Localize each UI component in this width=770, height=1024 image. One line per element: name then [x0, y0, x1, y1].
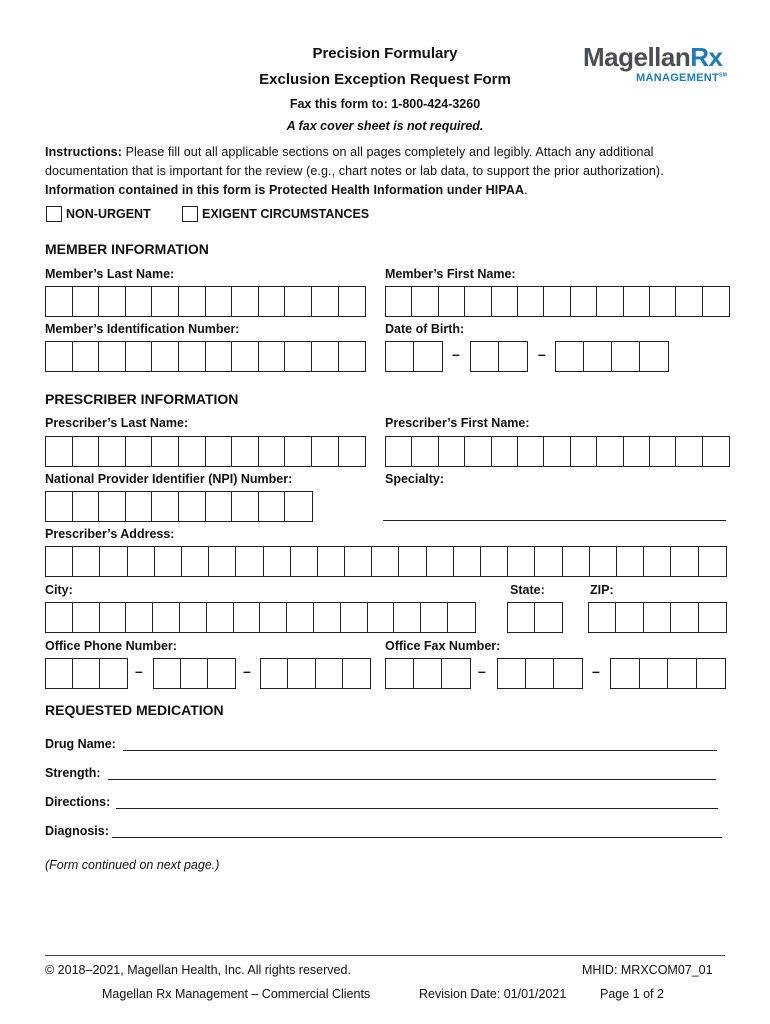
logo-sub-text: MANAGEMENT	[636, 72, 720, 84]
char-box[interactable]	[285, 437, 312, 466]
char-box[interactable]	[99, 287, 126, 316]
office-phone-label: Office Phone Number:	[45, 639, 177, 653]
char-box[interactable]	[154, 659, 181, 688]
char-box[interactable]	[206, 342, 233, 371]
char-box[interactable]	[650, 437, 676, 466]
char-box[interactable]	[414, 342, 442, 371]
npi-input[interactable]	[45, 491, 313, 522]
char-box[interactable]	[616, 603, 643, 632]
char-box[interactable]	[232, 342, 259, 371]
char-box[interactable]	[312, 342, 339, 371]
char-box[interactable]	[617, 547, 644, 576]
char-box[interactable]	[285, 492, 312, 521]
diagnosis-input[interactable]	[112, 837, 722, 838]
instructions-body: Please fill out all applicable sections on all pages completely and legibly. Attach any additional documentation that is important for the review (e.g., chart notes or lab data, to support the prior authorization).	[45, 145, 664, 178]
char-box[interactable]	[264, 547, 291, 576]
directions-label: Directions:	[45, 795, 111, 809]
char-box[interactable]	[341, 603, 368, 632]
char-box[interactable]	[234, 603, 261, 632]
logo-sm-mark: SM	[719, 72, 728, 79]
char-box[interactable]	[285, 287, 312, 316]
dob-year-input[interactable]	[555, 341, 669, 372]
specialty-label: Specialty:	[385, 472, 445, 486]
char-box[interactable]	[421, 603, 448, 632]
phone-prefix-input[interactable]	[153, 658, 236, 689]
char-box[interactable]	[481, 547, 508, 576]
char-box[interactable]	[46, 342, 73, 371]
char-box[interactable]	[386, 342, 414, 371]
footer-page-number: Page 1 of 2	[600, 987, 664, 1001]
footer-divider	[45, 955, 725, 956]
char-box[interactable]	[518, 437, 544, 466]
char-box[interactable]	[46, 492, 73, 521]
member-info-heading: MEMBER INFORMATION	[45, 241, 209, 257]
char-box[interactable]	[126, 287, 153, 316]
char-box[interactable]	[442, 659, 470, 688]
char-box[interactable]	[498, 659, 526, 688]
form-continued-note: (Form continued on next page.)	[45, 858, 220, 872]
char-box[interactable]	[611, 659, 640, 688]
char-box[interactable]	[448, 603, 475, 632]
char-box[interactable]	[152, 492, 179, 521]
char-box[interactable]	[412, 287, 438, 316]
char-box[interactable]	[206, 492, 233, 521]
char-box[interactable]	[386, 659, 414, 688]
phone-area-input[interactable]	[45, 658, 128, 689]
char-box[interactable]	[179, 492, 206, 521]
char-box[interactable]	[236, 547, 263, 576]
char-box[interactable]	[571, 287, 597, 316]
char-box[interactable]	[703, 287, 729, 316]
char-box[interactable]	[508, 547, 535, 576]
char-box[interactable]	[46, 287, 73, 316]
form-title-line1: Precision Formulary	[312, 45, 458, 62]
char-box[interactable]	[100, 547, 127, 576]
char-box[interactable]	[73, 342, 100, 371]
footer-revision-date: Revision Date: 01/01/2021	[419, 987, 567, 1001]
char-box[interactable]	[285, 342, 312, 371]
dob-month-input[interactable]	[385, 341, 443, 372]
char-box[interactable]	[287, 603, 314, 632]
prescriber-last-name-input[interactable]	[45, 436, 366, 467]
footer-mhid: MHID: MRXCOM07_01	[582, 963, 713, 977]
phone-dash-2: –	[243, 663, 251, 679]
char-box[interactable]	[316, 659, 343, 688]
fax-line-input[interactable]	[610, 658, 726, 689]
char-box[interactable]	[207, 603, 234, 632]
exigent-checkbox[interactable]	[182, 206, 198, 222]
char-box[interactable]	[179, 342, 206, 371]
char-box[interactable]	[208, 659, 235, 688]
char-box[interactable]	[597, 437, 623, 466]
char-box[interactable]	[73, 492, 100, 521]
state-input[interactable]	[507, 602, 563, 633]
char-box[interactable]	[206, 437, 233, 466]
char-box[interactable]	[650, 287, 676, 316]
char-box[interactable]	[644, 547, 671, 576]
prescriber-last-name-label: Prescriber’s Last Name:	[45, 416, 189, 430]
char-box[interactable]	[439, 287, 465, 316]
prescriber-info-heading: PRESCRIBER INFORMATION	[45, 391, 239, 407]
magellan-rx-logo	[583, 42, 723, 73]
char-box[interactable]	[640, 659, 669, 688]
dob-label: Date of Birth:	[385, 322, 465, 336]
char-box[interactable]	[554, 659, 582, 688]
char-box[interactable]	[465, 287, 491, 316]
char-box[interactable]	[526, 659, 554, 688]
char-box[interactable]	[261, 659, 288, 688]
logo-brand-text: Magellan	[583, 42, 691, 72]
drug-name-label: Drug Name:	[45, 737, 116, 751]
non-urgent-label: NON-URGENT	[66, 207, 151, 221]
char-box[interactable]	[386, 437, 412, 466]
instructions-period: .	[524, 183, 528, 197]
char-box[interactable]	[312, 437, 339, 466]
member-id-label: Member’s Identification Number:	[45, 322, 240, 336]
char-box[interactable]	[181, 659, 208, 688]
char-box[interactable]	[612, 342, 640, 371]
char-box[interactable]	[99, 492, 126, 521]
instructions-label: Instructions:	[45, 145, 122, 159]
prescriber-first-name-input[interactable]	[385, 436, 730, 467]
char-box[interactable]	[624, 287, 650, 316]
char-box[interactable]	[671, 603, 698, 632]
member-first-name-label: Member’s First Name:	[385, 267, 516, 281]
char-box[interactable]	[339, 437, 366, 466]
char-box[interactable]	[312, 287, 339, 316]
char-box[interactable]	[180, 603, 207, 632]
char-box[interactable]	[339, 287, 366, 316]
char-box[interactable]	[179, 287, 206, 316]
char-box[interactable]	[556, 342, 584, 371]
char-box[interactable]	[703, 437, 729, 466]
logo-subtitle	[636, 72, 727, 84]
drug-name-input[interactable]	[123, 750, 717, 751]
char-box[interactable]	[46, 659, 73, 688]
char-box[interactable]	[232, 437, 259, 466]
char-box[interactable]	[676, 437, 702, 466]
char-box[interactable]	[571, 437, 597, 466]
char-box[interactable]	[394, 603, 421, 632]
phone-line-input[interactable]	[260, 658, 371, 689]
fax-note: A fax cover sheet is not required.	[286, 119, 484, 133]
specialty-input[interactable]	[383, 520, 726, 521]
char-box[interactable]	[128, 547, 155, 576]
char-box[interactable]	[152, 287, 179, 316]
char-box[interactable]	[471, 342, 499, 371]
char-box[interactable]	[232, 492, 259, 521]
char-box[interactable]	[314, 603, 341, 632]
char-box[interactable]	[152, 342, 179, 371]
char-box[interactable]	[668, 659, 697, 688]
logo-rx-text: Rx	[690, 42, 723, 72]
city-input[interactable]	[45, 602, 476, 633]
fax-area-input[interactable]	[385, 658, 471, 689]
char-box[interactable]	[699, 603, 726, 632]
char-box[interactable]	[46, 547, 73, 576]
char-box[interactable]	[339, 342, 366, 371]
zip-input[interactable]	[588, 602, 727, 633]
fax-prefix-input[interactable]	[497, 658, 583, 689]
char-box[interactable]	[179, 437, 206, 466]
char-box[interactable]	[386, 287, 412, 316]
dob-dash-1: –	[452, 346, 460, 362]
zip-label: ZIP:	[590, 583, 614, 597]
non-urgent-checkbox[interactable]	[46, 206, 62, 222]
char-box[interactable]	[260, 603, 287, 632]
char-box[interactable]	[644, 603, 671, 632]
char-box[interactable]	[155, 547, 182, 576]
char-box[interactable]	[288, 659, 315, 688]
prescriber-address-input[interactable]	[45, 546, 727, 577]
state-label: State:	[510, 583, 545, 597]
char-box[interactable]	[126, 603, 153, 632]
strength-label: Strength:	[45, 766, 101, 780]
char-box[interactable]	[126, 437, 153, 466]
char-box[interactable]	[232, 287, 259, 316]
char-box[interactable]	[492, 287, 518, 316]
dob-dash-2: –	[538, 346, 546, 362]
char-box[interactable]	[427, 547, 454, 576]
char-box[interactable]	[99, 342, 126, 371]
char-box[interactable]	[73, 659, 100, 688]
char-box[interactable]	[100, 603, 127, 632]
char-box[interactable]	[46, 603, 73, 632]
char-box[interactable]	[73, 547, 100, 576]
char-box[interactable]	[372, 547, 399, 576]
char-box[interactable]	[259, 342, 286, 371]
char-box[interactable]	[640, 342, 668, 371]
city-label: City:	[45, 583, 73, 597]
char-box[interactable]	[99, 437, 126, 466]
hipaa-notice: Information contained in this form is Protected Health Information under HIPAA	[45, 183, 525, 197]
char-box[interactable]	[412, 437, 438, 466]
char-box[interactable]	[544, 437, 570, 466]
phone-dash-1: –	[135, 663, 143, 679]
char-box[interactable]	[182, 547, 209, 576]
char-box[interactable]	[259, 287, 286, 316]
char-box[interactable]	[439, 437, 465, 466]
char-box[interactable]	[508, 603, 535, 632]
instructions-text	[45, 143, 735, 200]
member-first-name-input[interactable]	[385, 286, 730, 317]
char-box[interactable]	[368, 603, 395, 632]
char-box[interactable]	[589, 603, 616, 632]
requested-medication-heading: REQUESTED MEDICATION	[45, 702, 224, 718]
char-box[interactable]	[699, 547, 726, 576]
char-box[interactable]	[100, 659, 127, 688]
char-box[interactable]	[499, 342, 527, 371]
char-box[interactable]	[46, 437, 73, 466]
char-box[interactable]	[126, 492, 153, 521]
char-box[interactable]	[343, 659, 370, 688]
char-box[interactable]	[676, 287, 702, 316]
char-box[interactable]	[414, 659, 442, 688]
member-last-name-input[interactable]	[45, 286, 366, 317]
prescriber-first-name-label: Prescriber’s First Name:	[385, 416, 530, 430]
char-box[interactable]	[152, 437, 179, 466]
strength-input[interactable]	[108, 779, 716, 780]
char-box[interactable]	[544, 287, 570, 316]
char-box[interactable]	[345, 547, 372, 576]
char-box[interactable]	[73, 287, 100, 316]
fax-dash-2: –	[592, 663, 600, 679]
char-box[interactable]	[209, 547, 236, 576]
char-box[interactable]	[454, 547, 481, 576]
char-box[interactable]	[126, 342, 153, 371]
char-box[interactable]	[206, 287, 233, 316]
directions-input[interactable]	[116, 808, 718, 809]
diagnosis-label: Diagnosis:	[45, 824, 109, 838]
exigent-label: EXIGENT CIRCUMSTANCES	[202, 207, 370, 221]
member-id-input[interactable]	[45, 341, 366, 372]
char-box[interactable]	[624, 437, 650, 466]
char-box[interactable]	[535, 547, 562, 576]
form-title-line2: Exclusion Exception Request Form	[259, 71, 511, 88]
prescriber-address-label: Prescriber’s Address:	[45, 527, 175, 541]
char-box[interactable]	[291, 547, 318, 576]
char-box[interactable]	[518, 287, 544, 316]
char-box[interactable]	[73, 437, 100, 466]
char-box[interactable]	[597, 287, 623, 316]
char-box[interactable]	[492, 437, 518, 466]
char-box[interactable]	[259, 437, 286, 466]
char-box[interactable]	[590, 547, 617, 576]
member-last-name-label: Member’s Last Name:	[45, 267, 175, 281]
fax-dash-1: –	[478, 663, 486, 679]
char-box[interactable]	[153, 603, 180, 632]
npi-label: National Provider Identifier (NPI) Number:	[45, 472, 293, 486]
char-box[interactable]	[259, 492, 286, 521]
char-box[interactable]	[73, 603, 100, 632]
char-box[interactable]	[465, 437, 491, 466]
dob-day-input[interactable]	[470, 341, 528, 372]
footer-copyright: © 2018–2021, Magellan Health, Inc. All rights reserved.	[45, 963, 351, 977]
fax-number: Fax this form to: 1-800-424-3260	[289, 97, 481, 111]
char-box[interactable]	[697, 659, 726, 688]
char-box[interactable]	[399, 547, 426, 576]
char-box[interactable]	[671, 547, 698, 576]
office-fax-label: Office Fax Number:	[385, 639, 501, 653]
char-box[interactable]	[535, 603, 562, 632]
footer-company: Magellan Rx Management – Commercial Clients	[102, 987, 371, 1001]
char-box[interactable]	[318, 547, 345, 576]
char-box[interactable]	[584, 342, 612, 371]
char-box[interactable]	[563, 547, 590, 576]
